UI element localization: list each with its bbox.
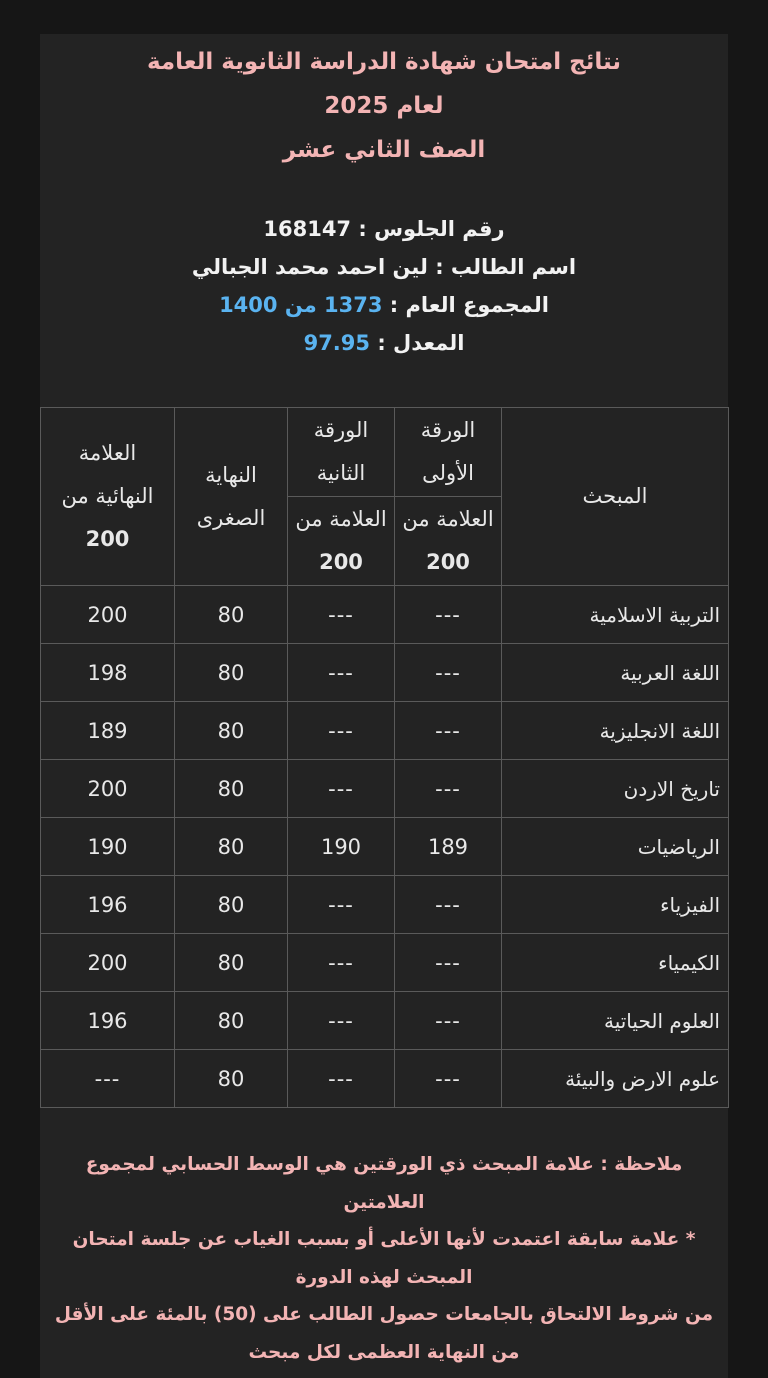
note-university-line2: من النهاية العظمى لكل مبحث	[248, 1341, 520, 1363]
header-paper2-sub	[288, 497, 395, 586]
note-university-line1: من شروط الالتحاق بالجامعات حصول الطالب على (50) بالمئة على الأقل	[54, 1304, 714, 1325]
table-row	[41, 1050, 729, 1108]
subject-cell: التربية الاسلامية	[502, 586, 729, 644]
notes-section	[40, 1146, 728, 1371]
min-mark-cell: 80	[175, 586, 288, 644]
header-title: نتائج امتحان شهادة الدراسة الثانوية العامة	[146, 49, 622, 75]
paper1-cell: 189	[395, 818, 502, 876]
header-paper2-line1: الورقة	[313, 418, 369, 442]
paper1-cell: ---	[395, 876, 502, 934]
header-paper2-sub2: 200	[319, 550, 363, 574]
header-final-line3: 200	[85, 527, 130, 551]
header-subject	[502, 408, 729, 586]
paper2-cell: ---	[288, 702, 395, 760]
subject-cell: الكيمياء	[502, 934, 729, 992]
header-subject-label: المبحث	[582, 484, 648, 508]
note-average-line1: ملاحظة : علامة المبحث ذي الورقتين هي الوسط الحسابي لمجموع	[85, 1154, 683, 1175]
subject-cell: الفيزياء	[502, 876, 729, 934]
final-mark-cell: 190	[41, 818, 175, 876]
header-final-line2: النهائية من	[61, 484, 154, 508]
subject-cell: تاريخ الاردن	[502, 760, 729, 818]
table-row	[41, 992, 729, 1050]
header-paper2	[288, 408, 395, 497]
table-row	[41, 644, 729, 702]
table-row	[41, 586, 729, 644]
subject-cell: اللغة الانجليزية	[502, 702, 729, 760]
paper1-cell: ---	[395, 760, 502, 818]
min-mark-cell: 80	[175, 992, 288, 1050]
min-mark-cell: 80	[175, 876, 288, 934]
min-mark-cell: 80	[175, 760, 288, 818]
paper2-cell: ---	[288, 992, 395, 1050]
final-mark-cell: ---	[41, 1050, 175, 1108]
average-line	[40, 324, 728, 362]
paper2-cell: ---	[288, 934, 395, 992]
student-name-line	[40, 248, 728, 286]
table-row	[41, 702, 729, 760]
student-name-value: لين احمد محمد الجبالي	[191, 255, 428, 279]
note-previous-mark-line1: * علامة سابقة اعتمدت لأنها الأعلى أو بسبب الغياب عن جلسة امتحان	[72, 1229, 696, 1250]
average-value: 97.95	[303, 331, 371, 355]
table-row	[41, 818, 729, 876]
paper2-cell: ---	[288, 876, 395, 934]
header-min-mark	[175, 408, 288, 586]
header-paper1-sub	[395, 497, 502, 586]
total-line	[40, 286, 728, 324]
total-label: المجموع العام :	[382, 293, 549, 317]
seat-number-label: رقم الجلوس :	[351, 217, 505, 241]
seat-number-line	[40, 210, 728, 248]
min-mark-cell: 80	[175, 934, 288, 992]
table-row	[41, 760, 729, 818]
header-min-line1: النهاية	[205, 462, 257, 487]
paper1-cell: ---	[395, 702, 502, 760]
paper2-cell: 190	[288, 818, 395, 876]
header-min-line2: الصغرى	[196, 505, 266, 530]
header-paper1-sub1: العلامة من	[402, 507, 494, 531]
header-paper2-sub1: العلامة من	[295, 507, 387, 531]
student-name-label: اسم الطالب :	[427, 255, 577, 279]
subject-cell: الرياضيات	[502, 818, 729, 876]
final-mark-cell: 200	[41, 760, 175, 818]
average-label: المعدل :	[370, 331, 465, 355]
table-row	[41, 934, 729, 992]
note-average-line2: العلامتين	[343, 1191, 425, 1213]
subject-cell: علوم الارض والبيئة	[502, 1050, 729, 1108]
min-mark-cell: 80	[175, 702, 288, 760]
paper2-cell: ---	[288, 586, 395, 644]
header-paper2-line2: الثانية	[316, 461, 366, 485]
min-mark-cell: 80	[175, 644, 288, 702]
results-panel	[40, 34, 728, 1378]
final-mark-cell: 189	[41, 702, 175, 760]
final-mark-cell: 198	[41, 644, 175, 702]
min-mark-cell: 80	[175, 818, 288, 876]
header-paper1-line2: الأولى	[422, 461, 474, 485]
header-paper1-sub2: 200	[426, 550, 470, 574]
paper1-cell: ---	[395, 644, 502, 702]
table-row	[41, 876, 729, 934]
header-paper1	[395, 408, 502, 497]
header-final-line1: العلامة	[78, 441, 137, 465]
results-header	[40, 34, 728, 172]
total-value: 1373 من 1400	[219, 293, 383, 317]
subject-cell: اللغة العربية	[502, 644, 729, 702]
paper2-cell: ---	[288, 1050, 395, 1108]
header-paper1-line1: الورقة	[420, 418, 476, 442]
final-mark-cell: 196	[41, 876, 175, 934]
paper1-cell: ---	[395, 1050, 502, 1108]
seat-number-value: 168147	[263, 217, 352, 241]
paper1-cell: ---	[395, 992, 502, 1050]
paper1-cell: ---	[395, 586, 502, 644]
paper2-cell: ---	[288, 760, 395, 818]
paper2-cell: ---	[288, 644, 395, 702]
student-info	[40, 210, 728, 362]
subject-cell: العلوم الحياتية	[502, 992, 729, 1050]
header-grade: الصف الثاني عشر	[282, 137, 486, 163]
final-mark-cell: 200	[41, 586, 175, 644]
header-final-mark	[41, 408, 175, 586]
final-mark-cell: 200	[41, 934, 175, 992]
min-mark-cell: 80	[175, 1050, 288, 1108]
results-table	[40, 407, 729, 1108]
note-previous-mark-line2: المبحث لهذه الدورة	[295, 1266, 473, 1288]
final-mark-cell: 196	[41, 992, 175, 1050]
paper1-cell: ---	[395, 934, 502, 992]
header-year: لعام 2025	[324, 93, 444, 119]
